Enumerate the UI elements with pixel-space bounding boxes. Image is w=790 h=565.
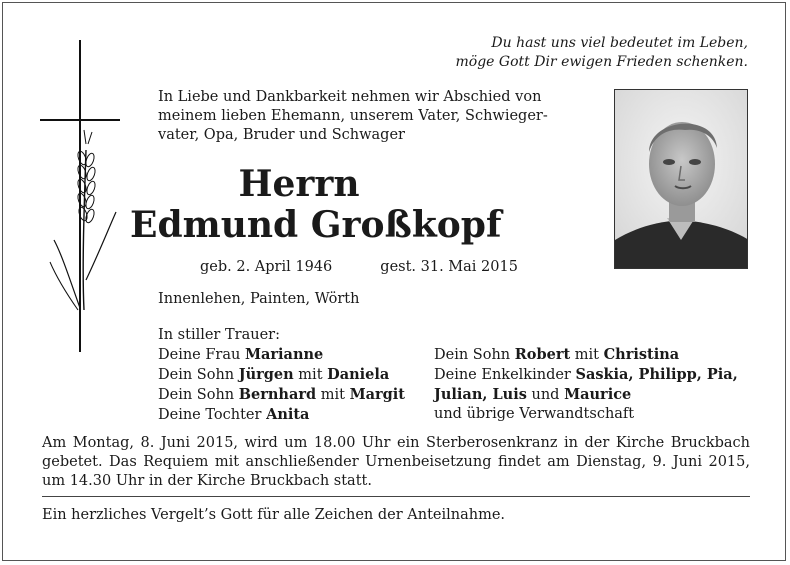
- mourner-line: Deine Frau Marianne: [158, 346, 324, 363]
- salutation: Herrn: [238, 163, 360, 205]
- intro-line: meinem lieben Ehemann, unserem Vater, Schwieger-: [158, 108, 548, 124]
- mourner-line: Dein Sohn Jürgen mit Daniela: [158, 366, 390, 383]
- birth-date: geb. 2. April 1946: [200, 259, 333, 275]
- mourners-heading: In stiller Trauer:: [158, 327, 280, 343]
- service-notice: Am Montag, 8. Juni 2015, wird um 18.00 Uhr ein Sterberosenkranz in der Kirche Bruckbach gebetet. Das Requiem mit anschließender Urnenbeisetzung findet am Dienstag, 9. Juni 2015, um 14.30 Uhr in der Kirche Bruckbach statt.: [42, 435, 750, 489]
- motto: [430, 34, 748, 72]
- intro-text: [158, 88, 548, 145]
- death-date: gest. 31. Mai 2015: [380, 259, 518, 275]
- mourner-line: Dein Sohn Bernhard mit Margit: [158, 386, 406, 403]
- mourner-line: Dein Sohn Robert mit Christina: [434, 346, 680, 363]
- cross-with-wheat-icon: [40, 40, 130, 355]
- divider: [42, 496, 750, 497]
- mourner-line: und übrige Verwandtschaft: [434, 406, 635, 422]
- mourner-line: Deine Tochter Anita: [158, 406, 310, 423]
- deceased-name: Edmund Großkopf: [130, 204, 502, 246]
- intro-line: vater, Opa, Bruder und Schwager: [158, 127, 405, 143]
- places: Innenlehen, Painten, Wörth: [158, 291, 360, 307]
- thanks-line: Ein herzliches Vergelt’s Gott für alle Zeichen der Anteilnahme.: [42, 507, 506, 523]
- motto-line: Du hast uns viel bedeutet im Leben,: [491, 35, 748, 51]
- mourner-line: Julian, Luis und Maurice: [434, 386, 632, 403]
- life-dates: [200, 258, 518, 277]
- portrait-photo: [614, 89, 748, 269]
- mourner-line: Deine Enkelkinder Saskia, Philipp, Pia,: [434, 366, 738, 383]
- motto-line: möge Gott Dir ewigen Frieden schenken.: [455, 54, 748, 70]
- intro-line: In Liebe und Dankbarkeit nehmen wir Abschied von: [158, 89, 542, 105]
- mourners-left: [158, 326, 405, 425]
- mourners-right: [434, 345, 738, 424]
